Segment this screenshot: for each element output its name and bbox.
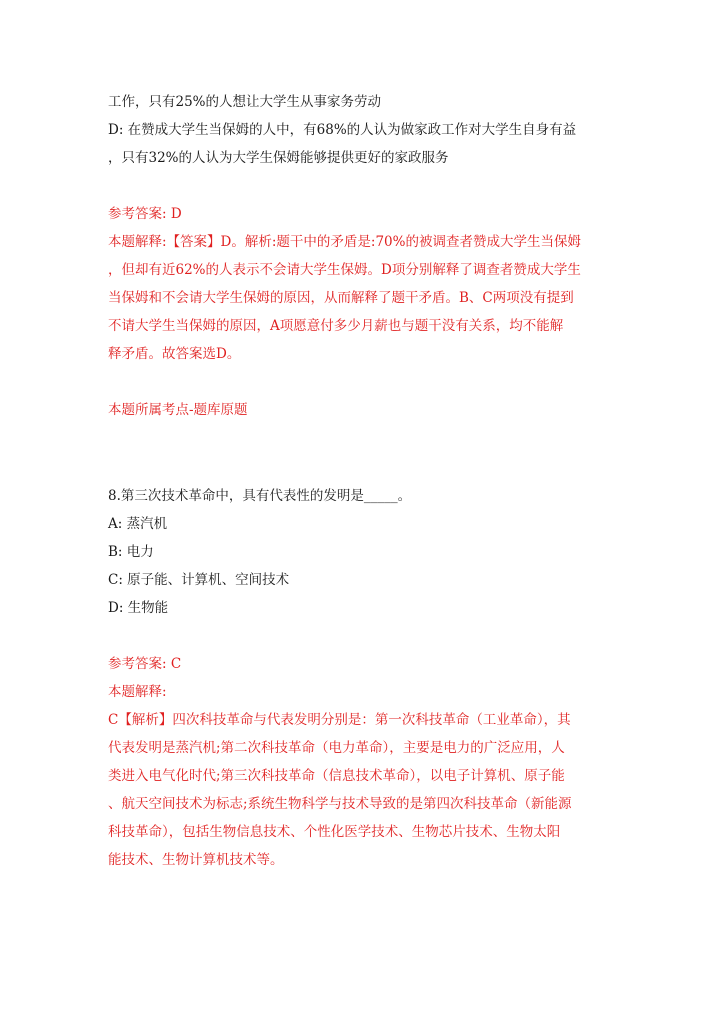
prev-source-label: 本题所属考点-题库原题	[108, 402, 248, 418]
question-8-option-c: C: 原子能、计算机、空间技术	[108, 572, 290, 588]
prev-explanation-line: 释矛盾。故答案选D。	[108, 346, 241, 362]
answer-8-explanation-line: 、航天空间技术为标志;系统生物科学与技术导致的是第四次科技革命（新能源	[108, 796, 572, 812]
answer-8-explanation-line: 类进入电气化时代;第三次科技革命（信息技术革命），以电子计算机、原子能	[108, 768, 565, 784]
answer-8-reference: 参考答案: C	[108, 656, 182, 672]
answer-8-explanation-line: 代表发明是蒸汽机;第二次科技革命（电力革命），主要是电力的广泛应用，人	[108, 740, 565, 756]
answer-8-label: 本题解释:	[108, 684, 167, 700]
answer-8-explanation-line: 科技革命），包括生物信息技术、个性化医学技术、生物芯片技术、生物太阳	[108, 824, 561, 840]
prev-reference-answer: 参考答案: D	[108, 206, 182, 222]
prev-option-d-line2: ，只有32%的人认为大学生保姆能够提供更好的家政服务	[108, 150, 449, 166]
prev-explanation-line: ，但却有近62%的人表示不会请大学生保姆。D项分别解释了调查者赞成大学生	[108, 262, 581, 278]
question-8-option-a: A: 蒸汽机	[108, 516, 168, 532]
prev-option-d-line1: D: 在赞成大学生当保姆的人中，有68%的人认为做家政工作对大学生自身有益	[108, 122, 577, 138]
prev-explanation-line: 不请大学生当保姆的原因，A项愿意付多少月薪也与题干没有关系，均不能解	[108, 318, 564, 334]
prev-explanation-line: 本题解释:【答案】D。解析:题干中的矛盾是:70%的被调查者赞成大学生当保姆	[108, 234, 581, 250]
question-8-option-d: D: 生物能	[108, 600, 169, 616]
prev-explanation-line: 当保姆和不会请大学生保姆的原因，从而解释了题干矛盾。B、C两项没有提到	[108, 290, 574, 306]
prev-question-continuation: 工作，只有25%的人想让大学生从事家务劳动	[108, 94, 382, 110]
question-8-option-b: B: 电力	[108, 544, 154, 560]
answer-8-explanation-line: 能技术、生物计算机技术等。	[108, 852, 284, 868]
answer-8-explanation-line: C【解析】四次科技革命与代表发明分别是：第一次科技革命（工业革命），其	[108, 712, 571, 728]
question-8-stem: 8.第三次技术革命中，具有代表性的发明是_____。	[108, 488, 412, 504]
